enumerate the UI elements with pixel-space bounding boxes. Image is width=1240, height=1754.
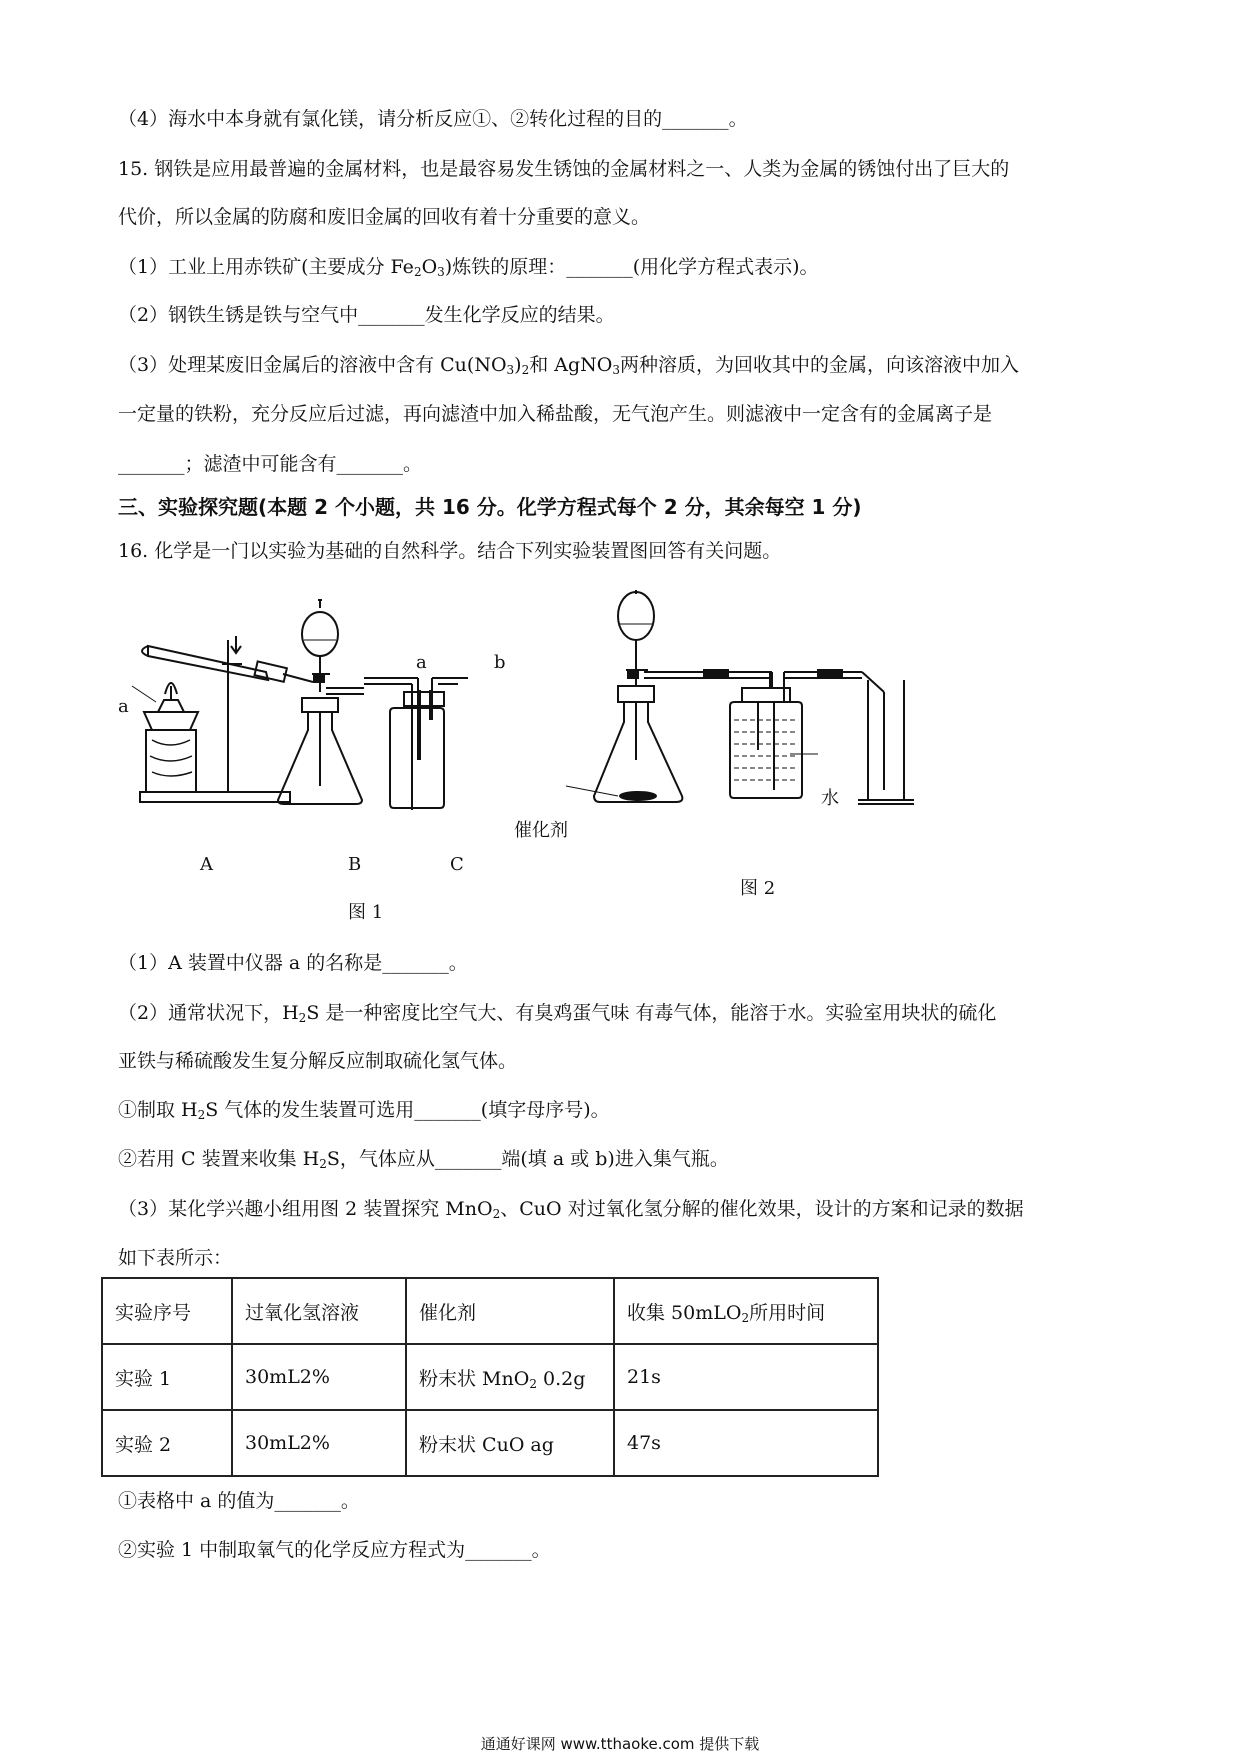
table-cell: 实验 2 [102, 1410, 232, 1476]
q16-part1: （1）A 装置中仪器 a 的名称是_______。 [118, 952, 468, 974]
table-cell: 实验 1 [102, 1344, 232, 1410]
fig2-flask [594, 702, 682, 802]
table-row [102, 1344, 878, 1410]
water-bottle [730, 702, 802, 798]
catalyst-label: 催化剂 [514, 820, 568, 841]
label-port-a: a [416, 652, 427, 673]
water-label: 水 [821, 788, 839, 809]
q16-stem: 16. 化学是一门以实验为基础的自然科学。结合下列实验装置图回答有关问题。 [118, 540, 782, 562]
measuring-cylinder [868, 680, 904, 800]
table-cell: 粉末状 MnO$_2$ 0.2g [406, 1344, 614, 1410]
table-cell: 收集 50mLO$_2$所用时间 [614, 1278, 878, 1344]
label-B: B [348, 854, 362, 875]
table-cell: 实验序号 [102, 1278, 232, 1344]
q15-part3-line2: 一定量的铁粉，充分反应后过滤，再向滤渣中加入稀盐酸，无气泡产生。则滤液中一定含有的金属离子是 [118, 403, 993, 425]
table-cell: 21s [614, 1344, 878, 1410]
water-bottle-stopper [742, 688, 790, 702]
label-A: A [200, 854, 213, 875]
q16-part3-line2: 如下表所示： [118, 1247, 233, 1269]
catalyst-mark [620, 792, 656, 800]
q16-part2-line1: （2）通常状况下，$H_2S$ 是一种密度比空气大、有臭鸡蛋气味 有毒气体，能溶于水。实验室用块状的硫化 [118, 1002, 997, 1025]
fig2-funnel-bulb [618, 592, 654, 640]
q15-part3-line3: _______；滤渣中可能含有_______。 [118, 453, 423, 475]
table-row [102, 1410, 878, 1476]
fig2-stopper [618, 686, 654, 702]
q15-part1: （1）工业上用赤铁矿(主要成分 $Fe_2O_3$)炼铁的原理：_______(用化学方程式表示)。 [118, 256, 819, 279]
q14-part4: （4）海水中本身就有氯化镁，请分析反应①、②转化过程的目的_______。 [118, 108, 748, 130]
table-cell: 30mL2% [232, 1344, 406, 1410]
table-cell: 粉末状 CuO ag [406, 1410, 614, 1476]
apparatus-C [364, 678, 468, 810]
experiment-table [101, 1277, 879, 1477]
label-port-b: b [494, 652, 506, 673]
q16-part3-sub2: ②实验 1 中制取氧气的化学反应方程式为_______。 [118, 1539, 551, 1561]
q15-stem-line1: 15. 钢铁是应用最普遍的金属材料，也是最容易发生锈蚀的金属材料之一、人类为金属的锈蚀付出了巨大的 [118, 158, 1010, 180]
apparatus-figure [118, 590, 948, 920]
alcohol-lamp [144, 712, 198, 730]
test-tube [148, 646, 268, 680]
delivery-tube [283, 674, 313, 682]
label-C: C [450, 854, 464, 875]
table-cell: 47s [614, 1410, 878, 1476]
stand-base [140, 792, 290, 802]
table-cell: 30mL2% [232, 1410, 406, 1476]
section3-heading: 三、实验探究题(本题 2 个小题，共 16 分。化学方程式每个 2 分，其余每空 1 分) [118, 495, 862, 519]
q16-part2-line2: 亚铁与稀硫酸发生复分解反应制取硫化氢气体。 [118, 1050, 518, 1072]
table-cell: 过氧化氢溶液 [232, 1278, 406, 1344]
flame-icon [165, 683, 177, 700]
q15-part2: （2）钢铁生锈是铁与空气中_______发生化学反应的结果。 [118, 304, 615, 326]
q16-part2-sub2: ②若用 C 装置来收集 $H_2S$，气体应从_______端(填 a 或 b)进入集气瓶。 [118, 1148, 729, 1171]
q16-part3-sub1: ①表格中 a 的值为_______。 [118, 1490, 360, 1512]
label-a: a [118, 696, 129, 717]
q15-part3-line1: （3）处理某废旧金属后的溶液中含有 $Cu(NO_3)_2$和 AgNO$_3$两种溶质，为回收其中的金属，向该溶液中加入 [118, 354, 1020, 377]
apparatus-A [132, 636, 313, 802]
fig1-caption: 图 1 [348, 902, 384, 920]
q15-stem-line2: 代价，所以金属的防腐和废旧金属的回收有着十分重要的意义。 [118, 206, 651, 228]
table-header-row [102, 1278, 878, 1344]
q16-part2-sub1: ①制取 $H_2S$ 气体的发生装置可选用_______(填字母序号)。 [118, 1099, 610, 1122]
arrow-icon [231, 636, 241, 653]
q16-part3-line1: （3）某化学兴趣小组用图 2 装置探究 MnO$_2$、CuO 对过氧化氢分解的催化效果，设计的方案和记录的数据 [118, 1198, 1024, 1221]
table-cell: 催化剂 [406, 1278, 614, 1344]
funnel-bulb [302, 612, 338, 656]
apparatus-fig2 [566, 590, 914, 804]
page-footer: 通通好课网 www.tthaoke.com 提供下载 [480, 1735, 760, 1753]
rubber-stopper [302, 698, 338, 712]
fig2-caption: 图 2 [740, 878, 776, 899]
apparatus-B [278, 600, 364, 804]
